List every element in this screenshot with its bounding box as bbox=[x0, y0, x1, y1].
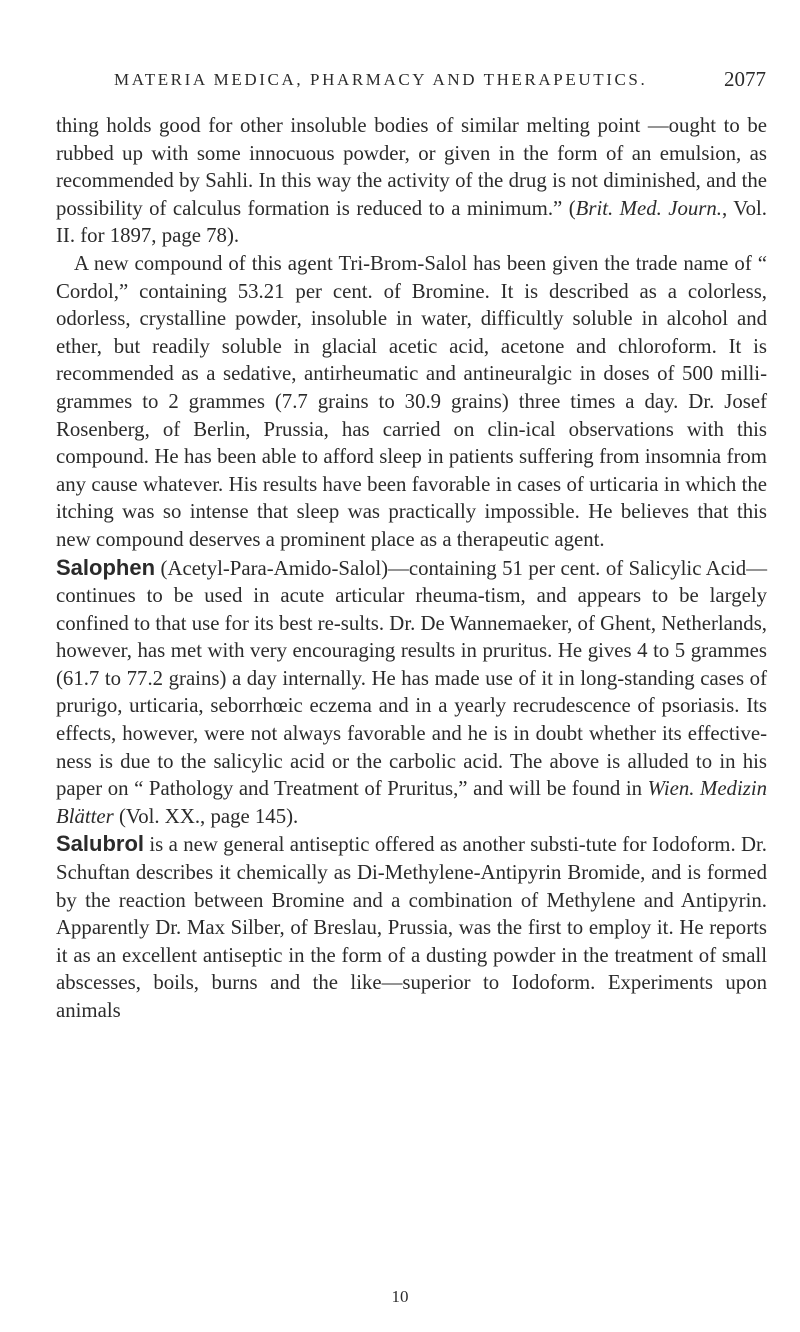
running-head: MATERIA MEDICA, PHARMACY AND THERAPEUTICS. bbox=[114, 70, 648, 89]
paragraph-cordol: A new compound of this agent Tri-Brom-Salol has been given the trade name of “ Cordol,” containing 53.21 per cent. of Bromine. It is described as a colorless, odorless, crystalline powder, insoluble in water, difficultly soluble in alcohol and ether, but readily soluble in glacial acetic acid, acetone and chloroform. It is recommended as a sedative, antirheumatic and antineuralgic in doses of 500 milli-grammes to 2 grammes (7.7 grains to 30.9 grains) three times a day. Dr. Josef Rosenberg, of Berlin, Prussia, has carried on clin-ical observations with this compound. He has been able to afford sleep in patients suffering from insomnia from any cause whatever. His results have been favorable in cases of urticaria in which the itching was so intense that sleep was practically impossible. He believes that this new compound deserves a prominent place as a therapeutic agent. bbox=[56, 251, 767, 551]
paragraph-continuation bbox=[56, 112, 767, 250]
citation-tail: , Vol. II. for 1897, page 78). bbox=[56, 196, 767, 248]
paragraph-salubrol bbox=[56, 830, 767, 1024]
entry-heading-salubrol: Salubrol bbox=[56, 831, 145, 857]
paragraph-salophen bbox=[56, 554, 767, 831]
citation-tail: (Vol. XX., page 145). bbox=[113, 804, 299, 828]
body-text bbox=[56, 112, 767, 1025]
paragraph-text: (Acetyl-Para-Amido-Salol)—containing 51 per cent. of Salicylic Acid—continues to be used in acute articular rheuma-tism, and appears to be largely confined to that use for its best re-sults. Dr. De Wannemaeker, of Ghent, Netherlands, however, has met with very encouraging results in pruritus. He gives 4 to 5 grammes (61.7 to 77.2 grains) a day internally. He has made use of it in long-standing cases of prurigo, urticaria, seborrhœic eczema and in a yearly recrudescence of psoriasis. Its effects, however, were not always favorable and he is in doubt whether its effective-ness is due to the salicylic acid or the carbolic acid. The above is alluded to in his paper on “ Pathology and Treatment of Pruritus,” and will be found in bbox=[56, 556, 767, 801]
page-number: 2077 bbox=[724, 67, 766, 91]
paragraph-text: is a new general antiseptic offered as another substi-tute for Iodoform. Dr. Schuftan describes it chemically as Di-Methylene-Antipyrin Bromide, and is formed by the reaction between Bromine and a combination of Methylene and Antipyrin. Apparently Dr. Max Silber, of Breslau, Prussia, was the first to employ it. He reports it as an excellent antiseptic in the form of a dusting powder in the treatment of small abscesses, boils, burns and the like—superior to Iodoform. Experiments upon animals bbox=[56, 833, 767, 1022]
signature-mark: 10 bbox=[391, 1287, 409, 1306]
paragraph-text: thing holds good for other insoluble bodies of similar melting point —ought to be rubbed up with some innocuous powder, or given in the form of an emulsion, as recommended by Sahli. In this way the activity of the drug is not diminished, and the possibility of calculus formation is reduced to a minimum.” ( bbox=[56, 114, 767, 220]
journal-citation: Brit. Med. Journ. bbox=[575, 196, 722, 220]
entry-heading-salophen: Salophen bbox=[56, 554, 156, 580]
journal-citation: Wien. Medizin Blätter bbox=[56, 777, 768, 828]
